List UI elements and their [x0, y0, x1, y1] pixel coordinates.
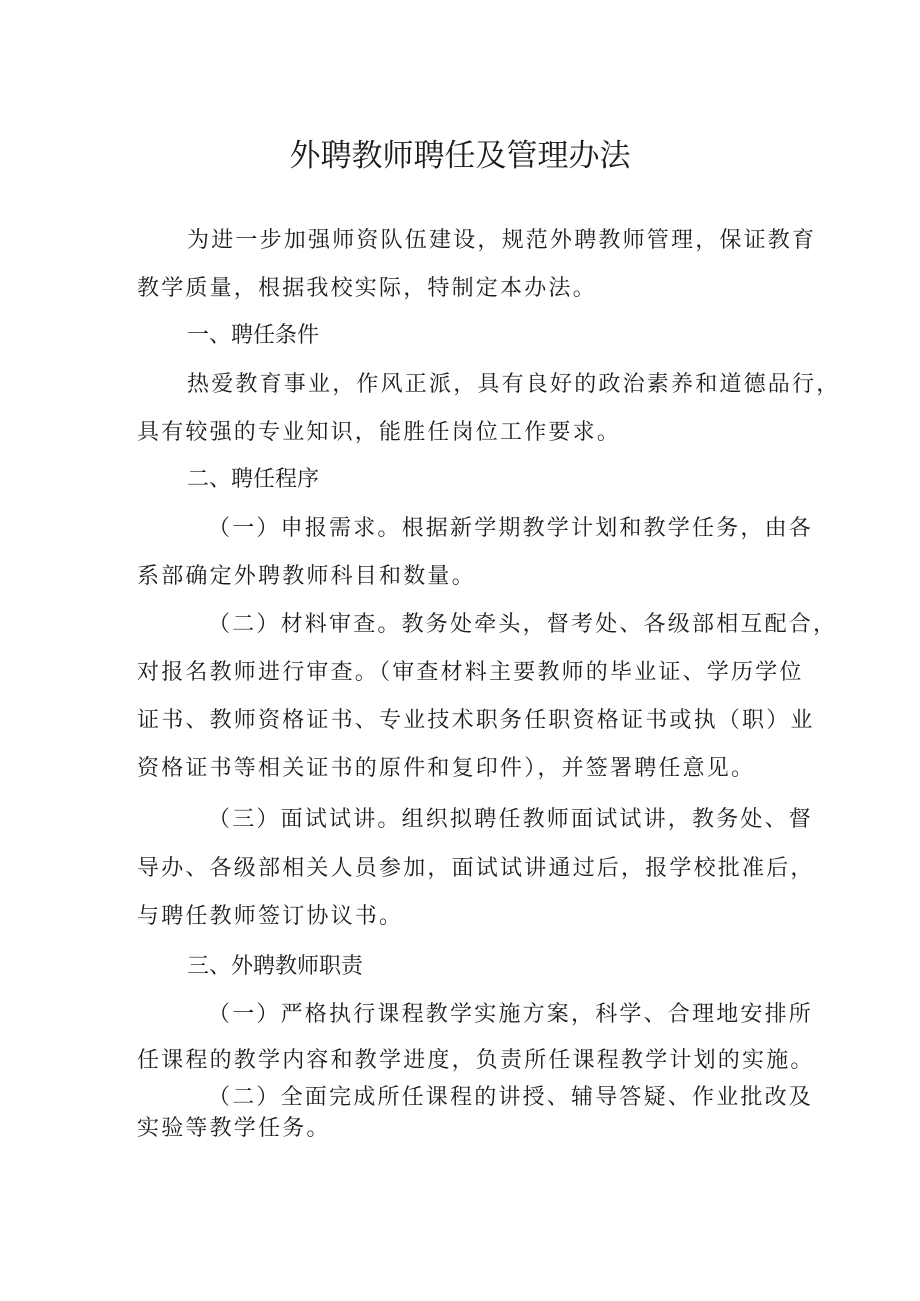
document-title: 外聘教师聘任及管理办法: [289, 138, 631, 174]
section-3-item-2-line-1: （二）全面完成所任课程的讲授、辅导答疑、作业批改及: [208, 1085, 814, 1110]
intro-line-2: 教学质量，根据我校实际，特制定本办法。: [137, 276, 597, 301]
section-2-item-2-line-2: 对报名教师进行审查。（审查材料主要教师的毕业证、学历学位: [137, 660, 804, 685]
section-1-heading: 一、聘任条件: [187, 323, 320, 348]
section-2-item-1-line-2: 系部确定外聘教师科目和数量。: [137, 564, 476, 589]
section-3-heading: 三、外聘教师职责: [187, 954, 364, 979]
section-2-item-3-line-1: （三）面试试讲。组织拟聘任教师面试试讲，教务处、督: [208, 807, 814, 832]
section-1-line-1: 热爱教育事业，作风正派，具有良好的政治素养和道德品行，: [187, 372, 841, 397]
section-2-heading: 二、聘任程序: [187, 467, 320, 492]
intro-line-1: 为进一步加强师资队伍建设，规范外聘教师管理，保证教育: [187, 228, 817, 253]
section-2-item-3-line-2: 导办、各级部相关人员参加，面试试讲通过后，报学校批准后，: [137, 856, 815, 881]
section-3-item-1-line-2: 任课程的教学内容和教学进度，负责所任课程教学计划的实施。: [137, 1048, 815, 1073]
section-3-item-2-line-2: 实验等教学任务。: [137, 1116, 331, 1141]
section-2-item-2-line-4: 资格证书等相关证书的原件和复印件），并签署聘任意见。: [137, 756, 756, 781]
section-2-item-2-line-3: 证书、教师资格证书、专业技术职务任职资格证书或执（职）业: [137, 708, 815, 733]
section-2-item-1-line-1: （一）申报需求。根据新学期教学计划和教学任务，由各: [208, 516, 814, 541]
section-2-item-3-line-3: 与聘任教师签订协议书。: [137, 904, 404, 929]
section-1-line-2: 具有较强的专业知识，能胜任岗位工作要求。: [137, 420, 622, 445]
section-3-item-1-line-1: （一）严格执行课程教学实施方案，科学、合理地安排所: [208, 1002, 814, 1027]
section-2-item-2-line-1: （二）材料审查。教务处牵头，督考处、各级部相互配合，: [208, 612, 838, 637]
